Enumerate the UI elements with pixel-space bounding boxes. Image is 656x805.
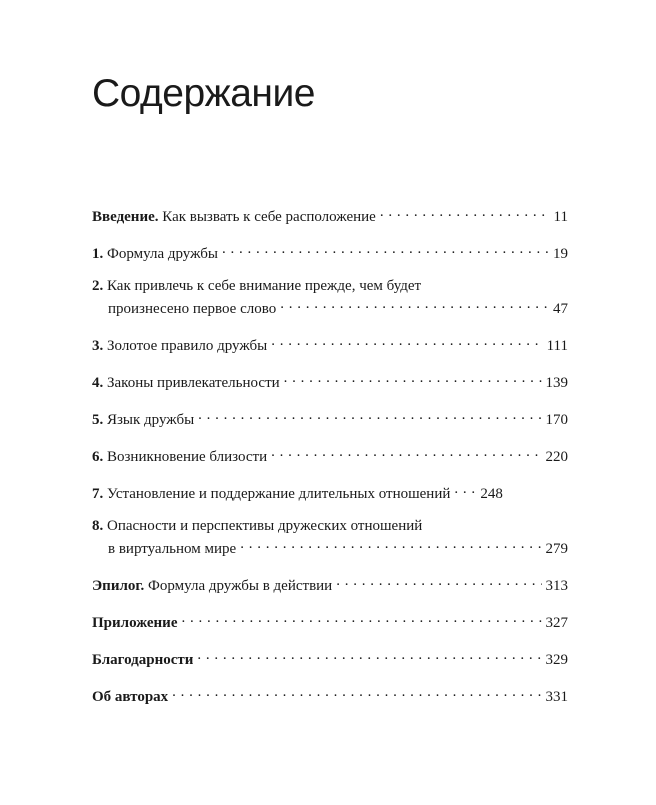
toc-entry-prefix: 7. — [92, 486, 104, 502]
toc-page-number: 47 — [553, 301, 568, 317]
toc-entry-chapter-1[interactable] — [92, 240, 568, 263]
toc-page-number: 329 — [545, 652, 568, 668]
toc-page-number: 170 — [545, 412, 568, 428]
toc-entry-epilogue[interactable] — [92, 572, 568, 595]
dot-leader — [380, 203, 550, 221]
dot-leader — [280, 295, 549, 313]
dot-leader — [271, 332, 542, 350]
toc-entry-acknowledgements[interactable] — [92, 646, 568, 669]
toc-page-number: 139 — [545, 375, 568, 391]
toc-entry-prefix: 6. — [92, 449, 104, 465]
toc-entry-title: Возникновение близости — [107, 449, 268, 465]
dot-leader — [336, 572, 541, 590]
toc-entry-about-authors[interactable] — [92, 683, 568, 706]
toc-entry-prefix: 5. — [92, 412, 104, 428]
toc-entry-title: Язык дружбы — [107, 412, 195, 428]
toc-entry-title-continued: в виртуальном мире — [108, 541, 237, 557]
toc-entry-title: Как вызвать к себе расположение — [162, 209, 376, 225]
toc-page-number: 279 — [545, 541, 568, 557]
toc-page-number: 111 — [546, 338, 568, 354]
toc-entry-chapter-3[interactable] — [92, 332, 568, 355]
toc-entry-title: Законы привлекательности — [107, 375, 280, 391]
toc-entry-title-continued: произнесено первое слово — [108, 301, 277, 317]
toc-entry-title: Опасности и перспективы дружеских отношений — [107, 518, 423, 534]
table-of-contents — [92, 203, 568, 706]
toc-entry-prefix: Приложение — [92, 615, 178, 631]
toc-entry-prefix: Об авторах — [92, 689, 169, 705]
toc-entry-chapter-7[interactable] — [92, 480, 568, 503]
page-title: Содержание — [92, 72, 315, 115]
toc-page-number: 11 — [553, 209, 568, 225]
toc-entry-introduction[interactable] — [92, 203, 568, 226]
toc-entry-chapter-8[interactable] — [92, 517, 568, 558]
toc-entry-chapter-6[interactable] — [92, 443, 568, 466]
toc-entry-prefix: Эпилог. — [92, 578, 145, 594]
toc-entry-prefix: 4. — [92, 375, 104, 391]
toc-entry-title: Как привлечь к себе внимание прежде, чем будет — [107, 278, 422, 294]
toc-entry-prefix: 1. — [92, 246, 104, 262]
toc-entry-prefix: 3. — [92, 338, 104, 354]
toc-entry-chapter-5[interactable] — [92, 406, 568, 429]
toc-entry-appendix[interactable] — [92, 609, 568, 632]
toc-page-number: 220 — [545, 449, 568, 465]
dot-leader — [198, 406, 541, 424]
toc-entry-prefix: 8. — [92, 518, 104, 534]
dot-leader — [240, 535, 541, 553]
toc-entry-title: Формула дружбы — [107, 246, 218, 262]
toc-entry-title: Формула дружбы в действии — [148, 578, 333, 594]
dot-leader — [172, 683, 541, 701]
toc-page-number: 313 — [545, 578, 568, 594]
dot-leader — [454, 480, 476, 498]
toc-entry-prefix: Благодарности — [92, 652, 194, 668]
toc-page-number: 327 — [545, 615, 568, 631]
dot-leader — [181, 609, 541, 627]
toc-entry-chapter-4[interactable] — [92, 369, 568, 392]
dot-leader — [284, 369, 542, 387]
toc-entry-chapter-2[interactable] — [92, 277, 568, 318]
dot-leader — [271, 443, 541, 461]
toc-page-number: 331 — [545, 689, 568, 705]
toc-page-number: 19 — [553, 246, 568, 262]
dot-leader — [222, 240, 549, 258]
toc-entry-title: Золотое правило дружбы — [107, 338, 268, 354]
toc-entry-prefix: Введение. — [92, 209, 159, 225]
toc-entry-prefix: 2. — [92, 278, 104, 294]
toc-page-number: 248 — [480, 486, 503, 502]
dot-leader — [197, 646, 541, 664]
toc-entry-title: Установление и поддержание длительных отношений — [107, 486, 451, 502]
